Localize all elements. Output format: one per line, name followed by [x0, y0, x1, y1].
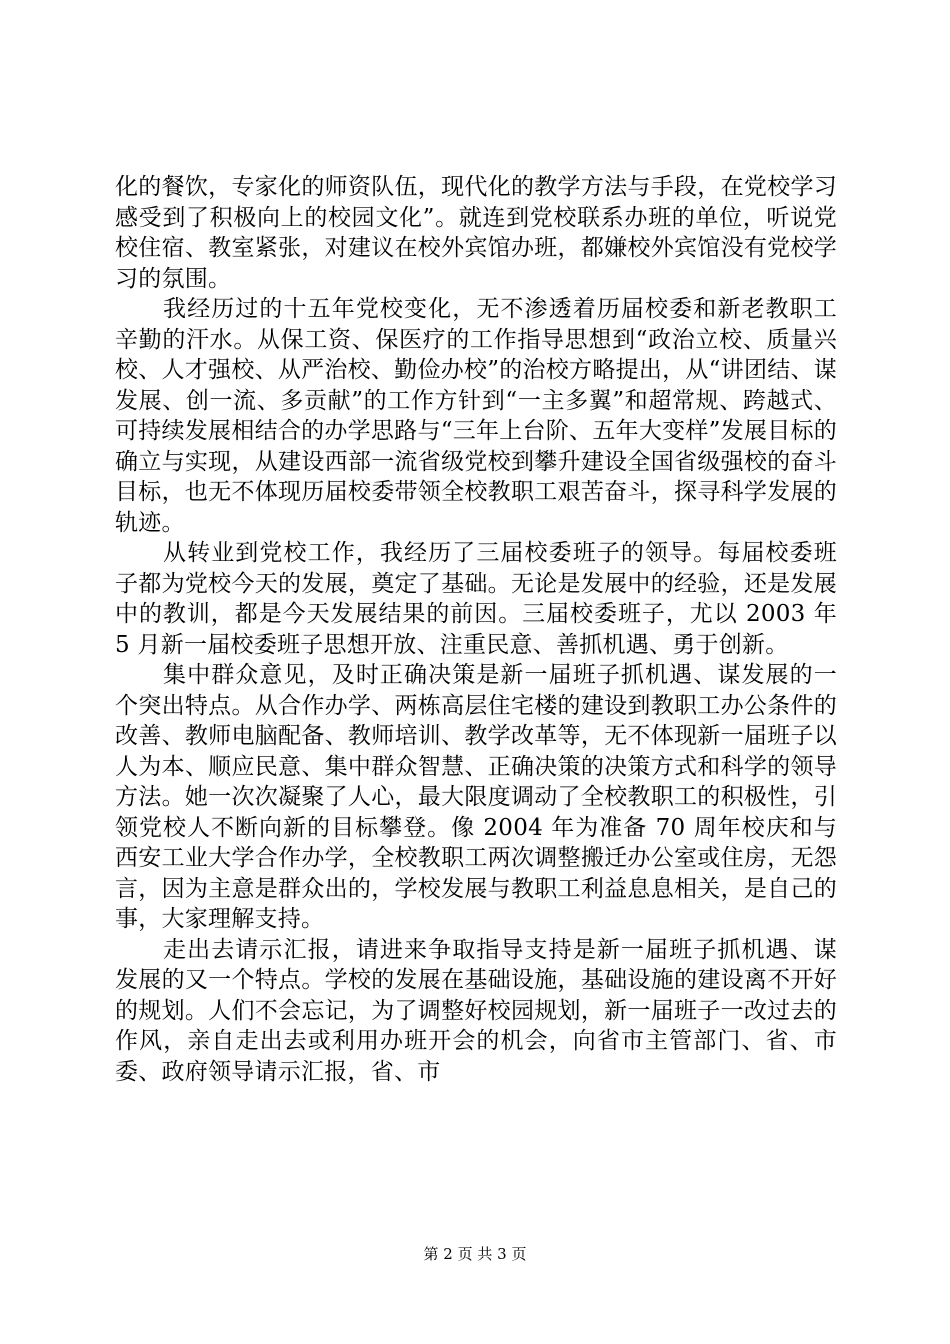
page-footer: 第 2 页 共 3 页 [423, 1245, 527, 1263]
paragraph-4: 集中群众意见，及时正确决策是新一届班子抓机遇、谋发展的一个突出特点。从合作办学、两栋高层住宅楼的建设到教职工办公条件的改善、教师电脑配备、教师培训、教学改革等，无不体现新一届班子以人为本、顺应民意、集中群众智慧、正确决策的决策方式和科学的领导方法。她一次次凝聚了人心，最大限度调动了全校教职工的积极性，引领党校人不断向新的目标攀登。像 2004 年为准备 70 周年校庆和与西安工业大学合作办学，全校教职工两次调整搬迁办公室或住房，无怨言，因为主意是群众出的，学校发展与教职工利益息息相关，是自己的事，大家理解支持。 [115, 662, 837, 932]
paragraph-5: 走出去请示汇报，请进来争取指导支持是新一届班子抓机遇、谋发展的又一个特点。学校的发展在基础设施，基础设施的建设离不开好的规划。人们不会忘记，为了调整好校园规划，新一届班子一改过去的作风，亲自走出去或利用办班开会的机会，向省市主管部门、省、市委、政府领导请示汇报，省、市 [115, 936, 837, 1085]
paragraph-1: 化的餐饮，专家化的师资队伍，现代化的教学方法与手段，在党校学习感受到了积极向上的校园文化”。就连到党校联系办班的单位，听说党校住宿、教室紧张，对建议在校外宾馆办班，都嫌校外宾馆没有党校学习的氛围。 [115, 174, 837, 292]
paragraph-2: 我经历过的十五年党校变化，无不渗透着历届校委和新老教职工辛勤的汗水。从保工资、保医疗的工作指导思想到“政治立校、质量兴校、人才强校、从严治校、勤俭办校”的治校方略提出，从“讲团结、谋发展、创一流、多贡献”的工作方针到“一主多翼”和超常规、跨越式、可持续发展相结合的办学思路与“三年上台阶、五年大变样”发展目标的确立与实现，从建设西部一流省级党校到攀升建设全国省级强校的奋斗目标，也无不体现历届校委带领全校教职工艰苦奋斗，探寻科学发展的轨迹。 [115, 296, 837, 536]
paragraph-3: 从转业到党校工作，我经历了三届校委班子的领导。每届校委班子都为党校今天的发展，奠定了基础。无论是发展中的经验，还是发展中的教训，都是今天发展结果的前因。三届校委班子，尤以 2003 年 5 月新一届校委班子思想开放、注重民意、善抓机遇、勇于创新。 [115, 540, 837, 658]
document-body [115, 172, 837, 1087]
